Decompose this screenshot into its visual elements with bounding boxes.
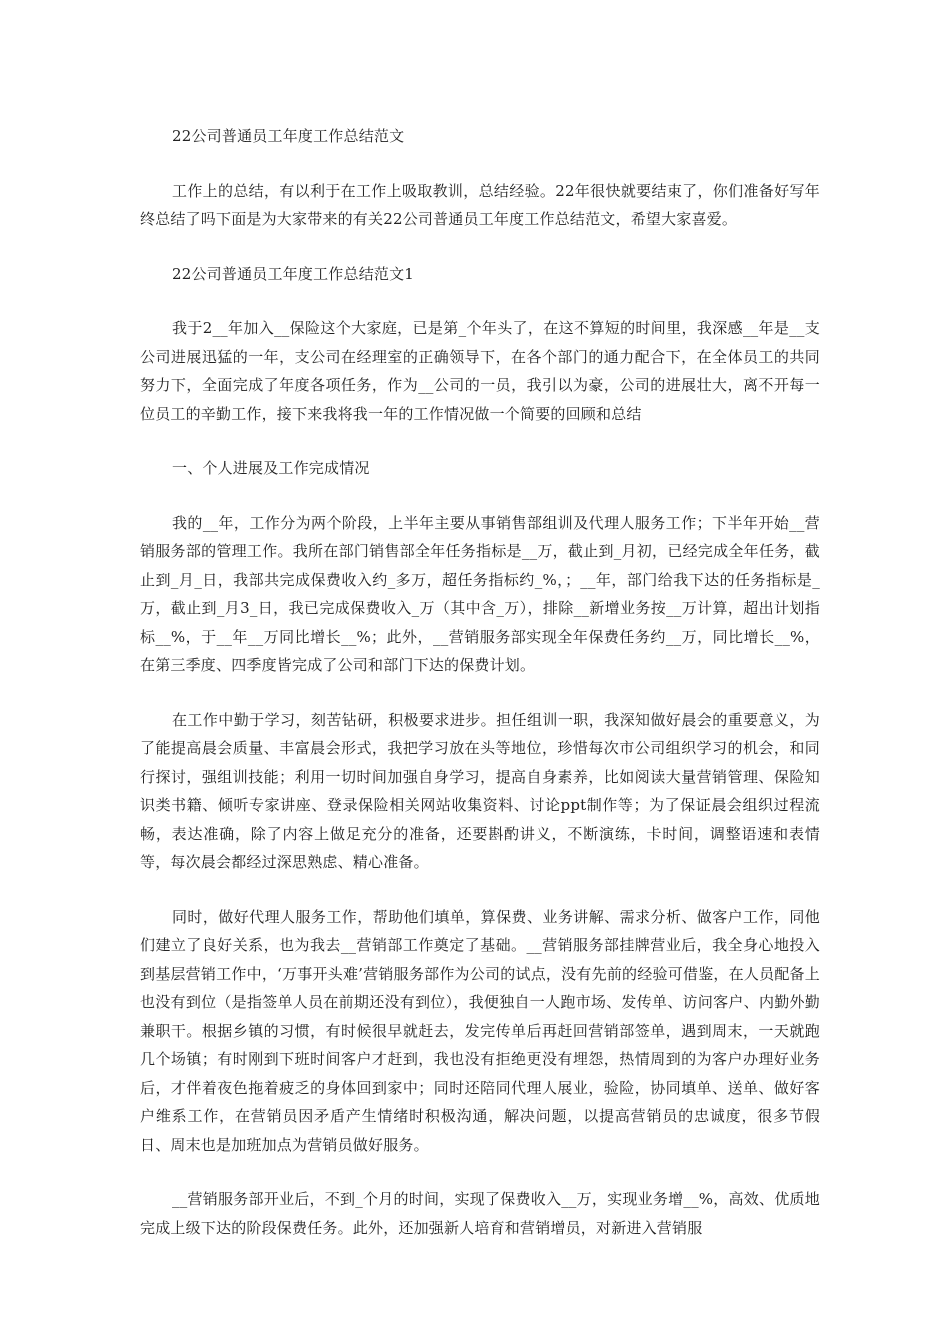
document-subtitle: 22公司普通员工年度工作总结范文1 xyxy=(172,264,415,283)
body-paragraph-3: 在工作中勤于学习，刻苦钻研，积极要求进步。担任组训一职，我深知做好晨会的重要意义，为了能提高晨会质量、丰富晨会形式，我把学习放在头等地位，珍惜每次市公司组织学习的机会，和同行探讨，强组训技能；利用一切时间加强自身学习，提高自身素养，比如阅读大量营销管理、保险知识类书籍、倾听专家讲座、登录保险相关网站收集资料、讨论ppt制作等；为了保证晨会组织过程流畅，表达准确，除了内容上做足充分的准备，还要斟酌讲义，不断演练，卡时间，调整语速和表情等，每次晨会都经过深思熟虑、精心准备。 xyxy=(140,710,820,871)
document-body xyxy=(140,122,820,1268)
body-paragraph-1: 我于2__年加入__保险这个大家庭，已是第_个年头了，在这不算短的时间里，我深感__年是__支公司进展迅猛的一年，支公司在经理室的正确领导下，在各个部门的通力配合下，在全体员工的共同努力下，全面完成了年度各项任务，作为__公司的一员，我引以为豪，公司的进展壮大，离不开每一位员工的辛勤工作，接下来我将我一年的工作情况做一个简要的回顾和总结 xyxy=(140,319,820,423)
document-title: 22公司普通员工年度工作总结范文 xyxy=(172,127,405,145)
intro-paragraph: 工作上的总结，有以利于在工作上吸取教训，总结经验。22年很快就要结束了，你们准备好写年终总结了吗下面是为大家带来的有关22公司普通员工年度工作总结范文，希望大家喜爱。 xyxy=(140,181,820,228)
section-heading: 一、个人进展及工作完成情况 xyxy=(172,459,370,477)
body-paragraph-4: 同时，做好代理人服务工作，帮助他们填单，算保费、业务讲解、需求分析、做客户工作，同他们建立了良好关系，也为我去__营销部工作奠定了基础。__营销服务部挂牌营业后，我全身心地投入到基层营销工作中，‘万事开头难’营销服务部作为公司的试点，没有先前的经验可借鉴，在人员配备上也没有到位（是指签单人员在前期还没有到位），我便独自一人跑市场、发传单、访问客户、内勤外勤兼职干。根据乡镇的习惯，有时候很早就赶去，发完传单后再赶回营销部签单，遇到周末，一天就跑几个场镇；有时刚到下班时间客户才赶到，我也没有拒绝更没有埋怨，热情周到的为客户办理好业务后，才伴着夜色拖着疲乏的身体回到家中；同时还陪同代理人展业，验险，协同填单、送单、做好客户维系工作，在营销员因矛盾产生情绪时积极沟通，解决问题，以提高营销员的忠诚度，很多节假日、周末也是加班加点为营销员做好服务。 xyxy=(140,907,820,1154)
body-paragraph-2: 我的__年，工作分为两个阶段，上半年主要从事销售部组训及代理人服务工作；下半年开始__营销服务部的管理工作。我所在部门销售部全年任务指标是__万，截止到_月初，已经完成全年任务，截止到_月_日，我部共完成保费收入约_多万，超任务指标约_%，；__年，部门给我下达的任务指标是_万，截止到_月3_日，我已完成保费收入_万（其中含_万），排除__新增业务按__万计算，超出计划指标__%，于__年__万同比增长__%；此外，__营销服务部实现全年保费任务约__万，同比增长__%，在第三季度、四季度皆完成了公司和部门下达的保费计划。 xyxy=(140,513,820,674)
body-paragraph-5: __营销服务部开业后，不到_个月的时间，实现了保费收入__万，实现业务增__%，高效、优质地完成上级下达的阶段保费任务。此外，还加强新人培育和营销增员，对新进入营销服 xyxy=(140,1190,820,1237)
